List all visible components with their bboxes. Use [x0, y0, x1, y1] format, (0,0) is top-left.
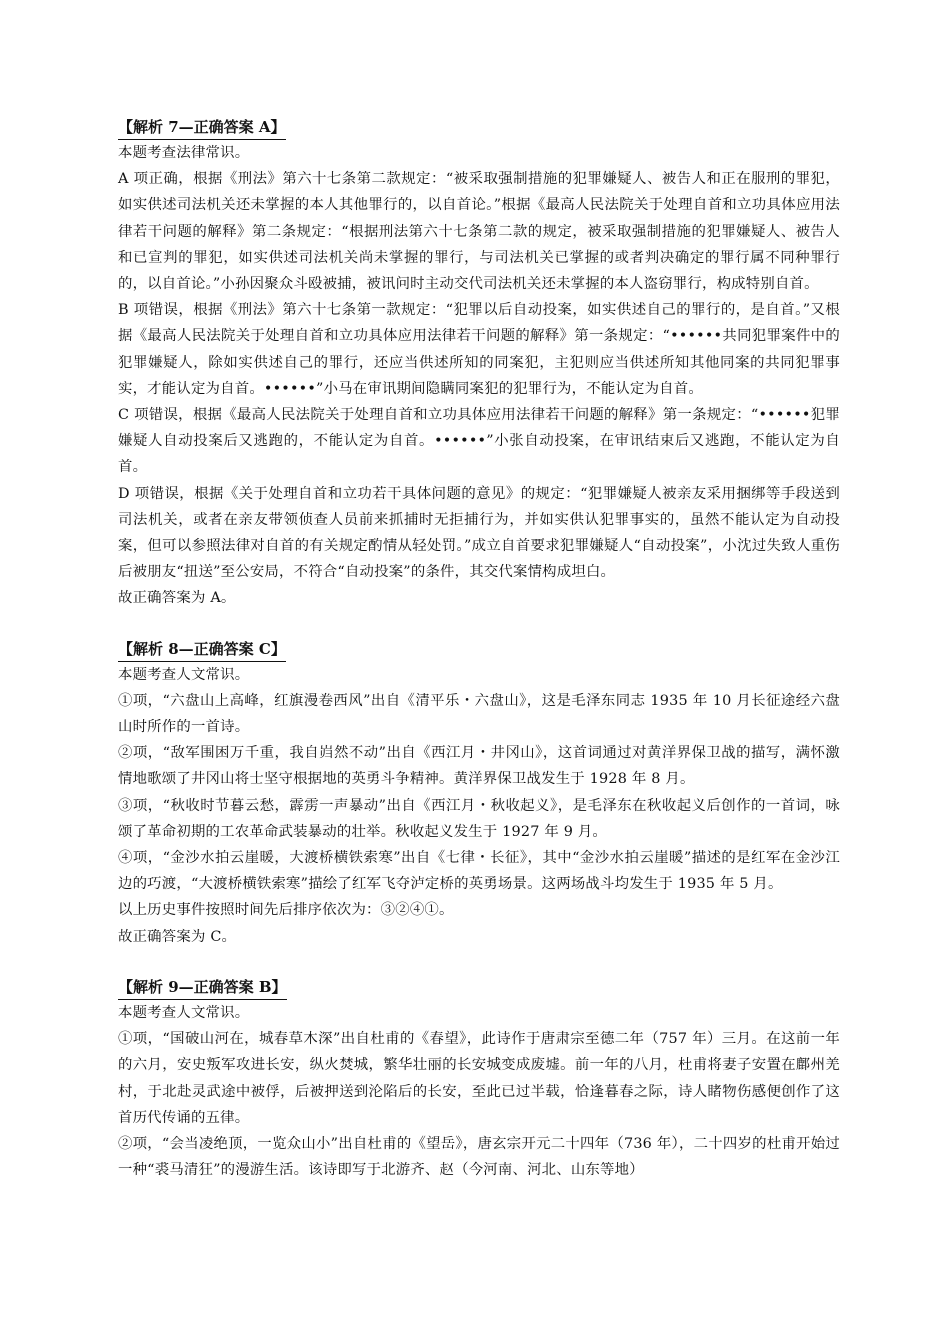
paragraph: ②项，“会当凌绝顶，一览众山小”出自杜甫的《望岳》，唐玄宗开元二十四年（736 年），二十四岁的杜甫开始过一种“裘马清狂”的漫游生活。该诗即写于北游齐、赵（今河南、河北、山东等地）: [118, 1135, 840, 1179]
paragraph: ③项，“秋收时节暮云愁，霹雳一声暴动”出自《西江月・秋收起义》，是毛泽东在秋收起义后创作的一首词，咏颂了革命初期的工农革命武装暴动的壮举。秋收起义发生于 1927 年 9 月。: [118, 797, 840, 840]
paragraph: ②项，“敌军围困万千重，我自岿然不动”出自《西江月・井冈山》，这首词通过对黄洋界保卫战的描写，满怀激情地歌颂了井冈山将士坚守根据地的英勇斗争精神。黄洋界保卫战发生于 1928 年 8 月。: [118, 745, 840, 788]
paragraph: C 项错误，根据《最高人民法院关于处理自首和立功具体应用法律若干问题的解释》第一条规定：“••••••犯罪嫌疑人自动投案后又逃跑的，不能认定为自首。••••••”小张自动投案，在审讯结束后又逃跑，不能认定为自首。: [118, 407, 840, 476]
section-heading: 【解析 7—正确答案 A】: [118, 116, 286, 140]
paragraph: ①项，“六盘山上高峰，红旗漫卷西风”出自《清平乐・六盘山》，这是毛泽东同志 1935 年 10 月长征途经六盘山时所作的一首诗。: [118, 692, 840, 736]
paragraph: D 项错误，根据《关于处理自首和立功若干具体问题的意见》的规定：“犯罪嫌疑人被亲友采用捆绑等手段送到司法机关，或者在亲友带领侦查人员前来抓捕时无拒捕行为，并如实供认犯罪事实的，虽然不能认定为自动投案，但可以参照法律对自首的有关规定酌情从轻处罚。”成立自首要求犯罪嫌疑人“自动投案”，小沈过失致人重伤后被朋友“扭送”至公安局，不符合“自动投案”的条件，其交代案情构成坦白。: [118, 485, 840, 581]
document-page: [118, 116, 840, 1209]
paragraph: 本题考查人文常识。: [118, 666, 250, 683]
analysis-section-8: [118, 638, 840, 950]
paragraph: ①项，“国破山河在，城春草木深”出自杜甫的《春望》，此诗作于唐肃宗至德二年（757 年）三月。在这前一年的六月，安史叛军攻进长安，纵火焚城，繁华壮丽的长安城变成废墟。前一年的八月，杜甫将妻子安置在鄜州羌村，于北赴灵武途中被俘，后被押送到沦陷后的长安，至此已过半载，恰逢暮春之际，诗人睹物伤感便创作了这首历代传诵的五律。: [118, 1031, 840, 1126]
paragraph: ④项，“金沙水拍云崖暖，大渡桥横铁索寒”出自《七律・长征》，其中“金沙水拍云崖暖”描述的是红军在金沙江边的巧渡，“大渡桥横铁索寒”描绘了红军飞夺泸定桥的英勇场景。这两场战斗均发生于 1935 年 5 月。: [118, 850, 840, 893]
section-heading: 【解析 9—正确答案 B】: [118, 976, 287, 1000]
paragraph: 本题考查法律常识。: [118, 145, 250, 161]
paragraph: B 项错误，根据《刑法》第六十七条第一款规定：“犯罪以后自动投案，如实供述自己的罪行的，是自首。”又根据《最高人民法院关于处理自首和立功具体应用法律若干问题的解释》第一条规定：“••••••共同犯罪案件中的犯罪嫌疑人，除如实供述自己的罪行，还应当供述所知的同案犯，主犯则应当供述所知其他同案的共同犯罪事实，才能认定为自首。••••••”小马在审讯期间隐瞒同案犯的犯罪行为，不能认定为自首。: [118, 302, 840, 397]
analysis-section-9: [118, 976, 840, 1183]
paragraph: A 项正确，根据《刑法》第六十七条第二款规定：“被采取强制措施的犯罪嫌疑人、被告人和正在服刑的罪犯，如实供述司法机关还未掌握的本人其他罪行的，以自首论。”根据《最高人民法院关于处理自首和立功具体应用法律若干问题的解释》第二条规定：“根据刑法第六十七条第二款的规定，被采取强制措施的犯罪嫌疑人、被告人和已宣判的罪犯，如实供述司法机关尚未掌握的罪行，与司法机关已掌握的或者判决确定的罪行属不同种罪行的，以自首论。”小孙因聚众斗殴被捕，被讯问时主动交代司法机关还未掌握的本人盗窃罪行，构成特别自首。: [118, 171, 840, 293]
section-heading: 【解析 8—正确答案 C】: [118, 638, 286, 662]
analysis-section-7: [118, 116, 840, 612]
paragraph: 以上历史事件按照时间先后排序依次为：③②④①。: [118, 902, 454, 919]
paragraph: 本题考查人文常识。: [118, 1004, 250, 1021]
paragraph: 故正确答案为 A。: [118, 590, 236, 607]
paragraph: 故正确答案为 C。: [118, 928, 237, 945]
